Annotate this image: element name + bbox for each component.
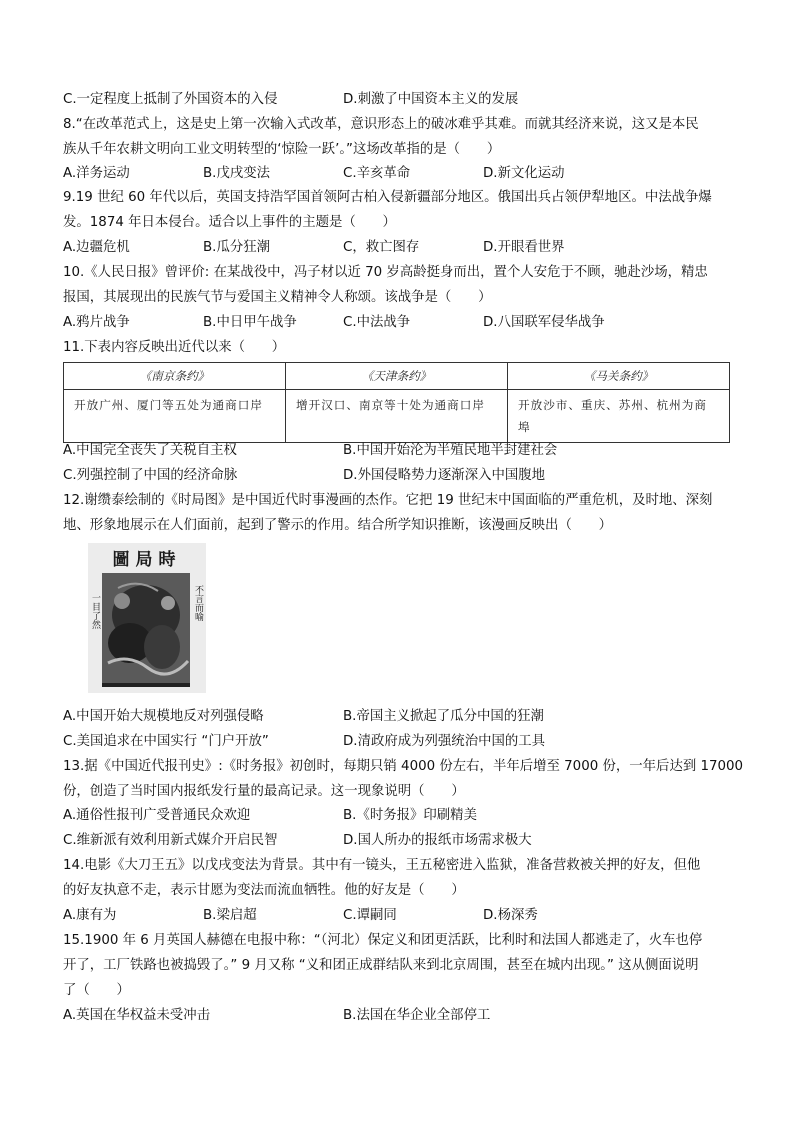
q12-option-a[interactable]: A.中国开始大规模地反对列强侵略 (63, 709, 264, 724)
q11-stem: 11.下表内容反映出近代以来（ ） (63, 340, 286, 355)
q12-stem-line-2: 地、形象地展示在人们面前，起到了警示的作用。结合所学知识推断，该漫画反映出（ ） (63, 518, 613, 533)
q15-stem-line-1: 15.1900 年 6 月英国人赫德在电报中称：“（河北）保定义和团更活跃，比利时和法国人都逃走了，火车也停 (63, 933, 703, 948)
q8-stem-line-1: 8.“在改革范式上，这是史上第一次输入式改革，意识形态上的破冰难乎其难。而就其经济来说，这又是本民 (63, 117, 699, 132)
q10-stem-line-2: 报国，其展现出的民族气节与爱国主义精神令人称颂。该战争是（ ） (63, 290, 492, 305)
q15-option-a[interactable]: A.英国在华权益未受冲击 (63, 1008, 211, 1023)
q14-option-a[interactable]: A.康有为 (63, 908, 117, 923)
shiju-tu-cartoon (88, 543, 206, 693)
treaty-cell-nanjing: 开放广州、厦门等五处为通商口岸 (64, 390, 286, 443)
q8-option-b[interactable]: B.戊戌变法 (203, 166, 271, 181)
treaty-table-row (64, 390, 730, 443)
treaty-table-header-row (64, 363, 730, 390)
cartoon-title: 圖局時 (112, 550, 182, 570)
treaty-cell-maguan: 开放沙市、重庆、苏州、杭州为商埠 (508, 390, 730, 443)
cartoon-right-caption: 不言而喻 (193, 585, 203, 621)
q13-stem-line-2: 份，创造了当时国内报纸发行量的最高记录。这一现象说明（ ） (63, 784, 465, 799)
q9-option-a[interactable]: A.边疆危机 (63, 240, 130, 255)
q10-option-a[interactable]: A.鸦片战争 (63, 315, 130, 330)
q10-stem-line-1: 10.《人民日报》曾评价: 在某战役中，冯子材以近 70 岁高龄挺身而出，置个人安危于不顾，驰赴沙场，精忠 (63, 265, 708, 280)
q15-stem-line-3: 了（ ） (63, 983, 130, 998)
q9-option-d[interactable]: D.开眼看世界 (483, 240, 565, 255)
q14-stem-line-2: 的好友执意不走，表示甘愿为变法而流血牺牲。他的好友是（ ） (63, 883, 465, 898)
q8-stem-line-2: 族从千年农耕文明向工业文明转型的‘惊险一跃’。”这场改革指的是（ ） (63, 142, 501, 157)
treaty-cell-tianjin: 增开汉口、南京等十处为通商口岸 (286, 390, 508, 443)
q12-stem-line-1: 12.谢缵泰绘制的《时局图》是中国近代时事漫画的杰作。它把 19 世纪末中国面临的严重危机，及时地、深刻 (63, 493, 713, 508)
treaty-header-maguan: 《马关条约》 (508, 363, 730, 390)
q13-stem-line-1: 13.据《中国近代报刊史》:《时务报》初创时，每期只销 4000 份左右，半年后增至 7000 份，一年后达到 17000 (63, 759, 744, 774)
q15-option-b[interactable]: B.法国在华企业全部停工 (343, 1008, 491, 1023)
q14-option-c[interactable]: C.谭嗣同 (343, 908, 397, 923)
q14-option-d[interactable]: D.杨深秀 (483, 908, 538, 923)
q12-option-b[interactable]: B.帝国主义掀起了瓜分中国的狂潮 (343, 709, 544, 724)
q9-option-c[interactable]: C，救亡图存 (343, 240, 420, 255)
treaty-table (63, 362, 730, 443)
cartoon-illustration (88, 543, 206, 693)
q8-option-a[interactable]: A.洋务运动 (63, 166, 130, 181)
q14-option-b[interactable]: B.梁启超 (203, 908, 257, 923)
treaty-header-tianjin: 《天津条约》 (286, 363, 508, 390)
q11-option-d[interactable]: D.外国侵略势力逐渐深入中国腹地 (343, 468, 546, 483)
q7-option-d[interactable]: D.刺激了中国资本主义的发展 (343, 92, 519, 107)
cartoon-left-caption: 一目了然 (90, 593, 100, 629)
q11-option-b[interactable]: B.中国开始沦为半殖民地半封建社会 (343, 443, 558, 458)
q9-option-b[interactable]: B.瓜分狂潮 (203, 240, 271, 255)
q10-option-b[interactable]: B.中日甲午战争 (203, 315, 297, 330)
q9-stem-line-2: 发。1874 年日本侵台。适合以上事件的主题是（ ） (63, 215, 396, 230)
q8-option-c[interactable]: C.辛亥革命 (343, 166, 411, 181)
q7-option-c[interactable]: C.一定程度上抵制了外国资本的入侵 (63, 92, 278, 107)
q12-option-c[interactable]: C.美国追求在中国实行 “门户开放” (63, 734, 269, 749)
q11-option-a[interactable]: A.中国完全丧失了关税自主权 (63, 443, 237, 458)
q9-stem-line-1: 9.19 世纪 60 年代以后，英国支持浩罕国首领阿古柏入侵新疆部分地区。俄国出兵占领伊犁地区。中法战争爆 (63, 190, 712, 205)
q8-option-d[interactable]: D.新文化运动 (483, 166, 565, 181)
q13-option-d[interactable]: D.国人所办的报纸市场需求极大 (343, 833, 532, 848)
q10-option-c[interactable]: C.中法战争 (343, 315, 411, 330)
q15-stem-line-2: 开了，工厂铁路也被捣毁了。” 9 月又称 “义和团正成群结队来到北京周围，甚至在城内出现。” 这从侧面说明 (63, 958, 699, 973)
q13-option-c[interactable]: C.维新派有效利用新式媒介开启民智 (63, 833, 278, 848)
q10-option-d[interactable]: D.八国联军侵华战争 (483, 315, 605, 330)
treaty-header-nanjing: 《南京条约》 (64, 363, 286, 390)
q13-option-a[interactable]: A.通俗性报刊广受普通民众欢迎 (63, 808, 251, 823)
q13-option-b[interactable]: B.《时务报》印刷精美 (343, 808, 477, 823)
q11-option-c[interactable]: C.列强控制了中国的经济命脉 (63, 468, 238, 483)
q12-option-d[interactable]: D.清政府成为列强统治中国的工具 (343, 734, 546, 749)
q14-stem-line-1: 14.电影《大刀王五》以戊戌变法为背景。其中有一镜头，王五秘密进入监狱，准备营救被关押的好友，但他 (63, 858, 701, 873)
